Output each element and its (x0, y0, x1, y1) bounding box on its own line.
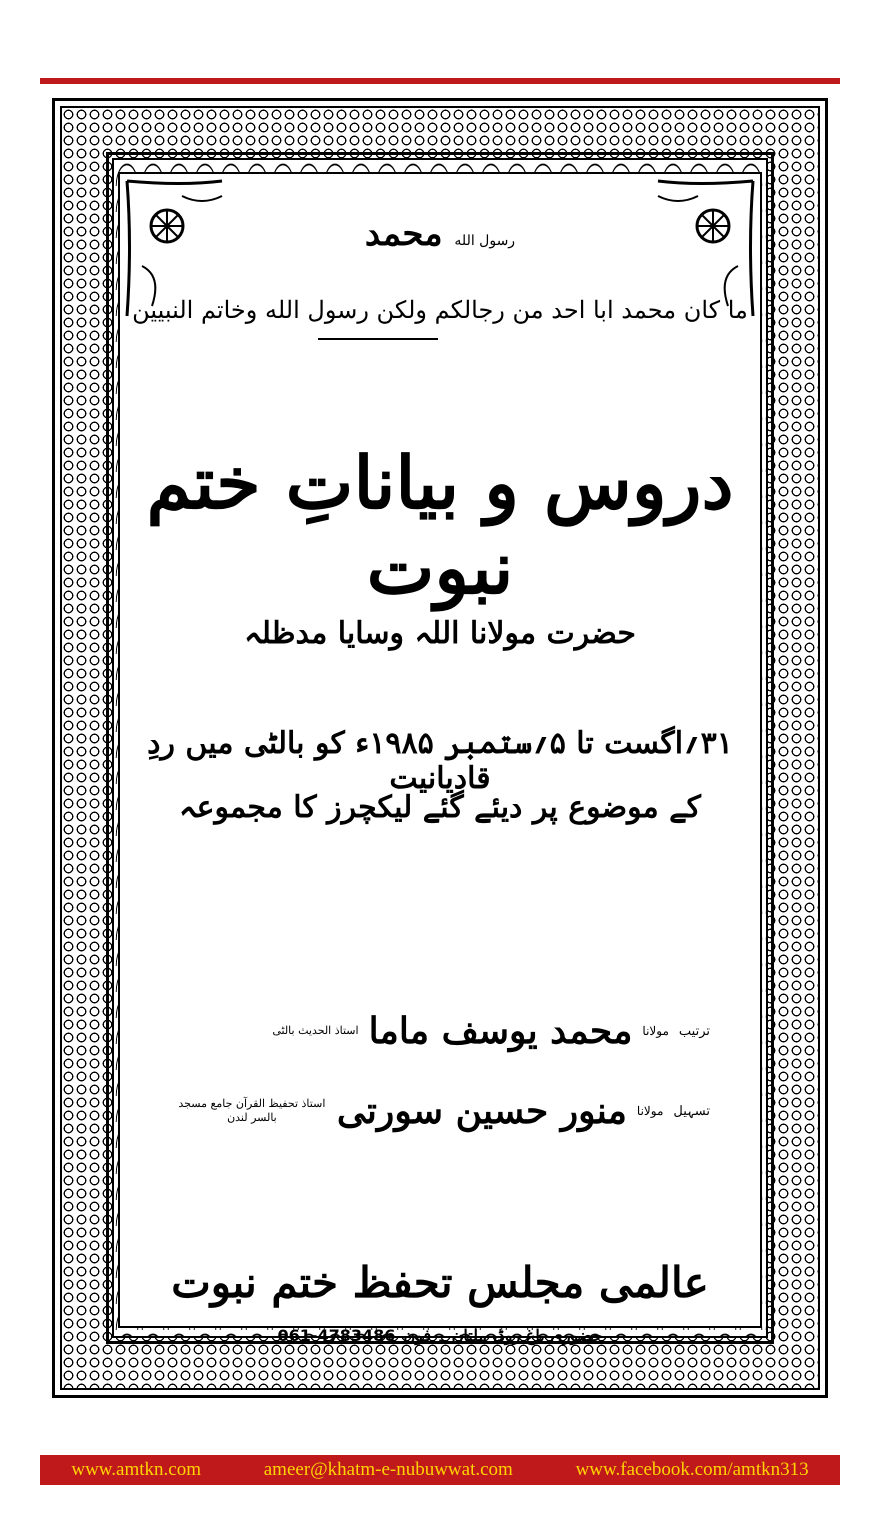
credit-editor (170, 1090, 710, 1132)
top-red-rule (40, 78, 840, 84)
credit-prefix: مولانا (642, 1024, 669, 1038)
description-line-1: ۳۱؍اگست تا ۵؍ستمبر ۱۹۸۵ء کو بالٹی میں ردِ قادیانیت (147, 726, 733, 796)
footer-email-link[interactable]: ameer@khatm-e-nubuwwat.com (263, 1459, 513, 1480)
credit-note: استاذ الحدیث بالٹی (272, 1024, 359, 1037)
quran-verse: ما كان محمد ابا احد من رجالكم ولكن رسول الله وخاتم النبيين (132, 296, 748, 324)
credit-name: منور حسین سورتی (336, 1090, 627, 1132)
credit-role: تسہیل (673, 1103, 710, 1119)
publisher-address (200, 1326, 680, 1345)
credit-note: استاذ تحفیظ القرآن جامع مسجد بالسر لندن (178, 1097, 326, 1124)
footer-bar (40, 1455, 840, 1485)
footer-website-link[interactable]: www.amtkn.com (71, 1459, 201, 1480)
seal-main-text: محمد (364, 214, 443, 254)
credit-prefix: مولانا (636, 1104, 664, 1118)
seal-small-text: رسول الله (454, 233, 516, 249)
credit-compiler (170, 1010, 710, 1052)
publisher-name: عالمی مجلس تحفظ ختم نبوت (171, 1258, 709, 1307)
muhammad-seal (118, 214, 762, 254)
credit-name: محمد یوسف ماما (368, 1010, 633, 1052)
book-author: حضرت مولانا اللہ وسایا مدظلہ (244, 616, 636, 651)
phone-number: 061-4783486 (277, 1326, 396, 1345)
description-line-2: کے موضوع پر دیئے گئے لیکچرز کا مجموعہ (179, 790, 701, 825)
credit-role: ترتیب (678, 1023, 710, 1039)
book-title: دروس و بیاناتِ ختم نبوت (146, 440, 734, 610)
verse-underline (318, 338, 438, 340)
footer-facebook-link[interactable]: www.facebook.com/amtkn313 (575, 1459, 809, 1480)
address-text: حضوری باغ روڈ، ملتان ۔ فون (403, 1326, 603, 1345)
